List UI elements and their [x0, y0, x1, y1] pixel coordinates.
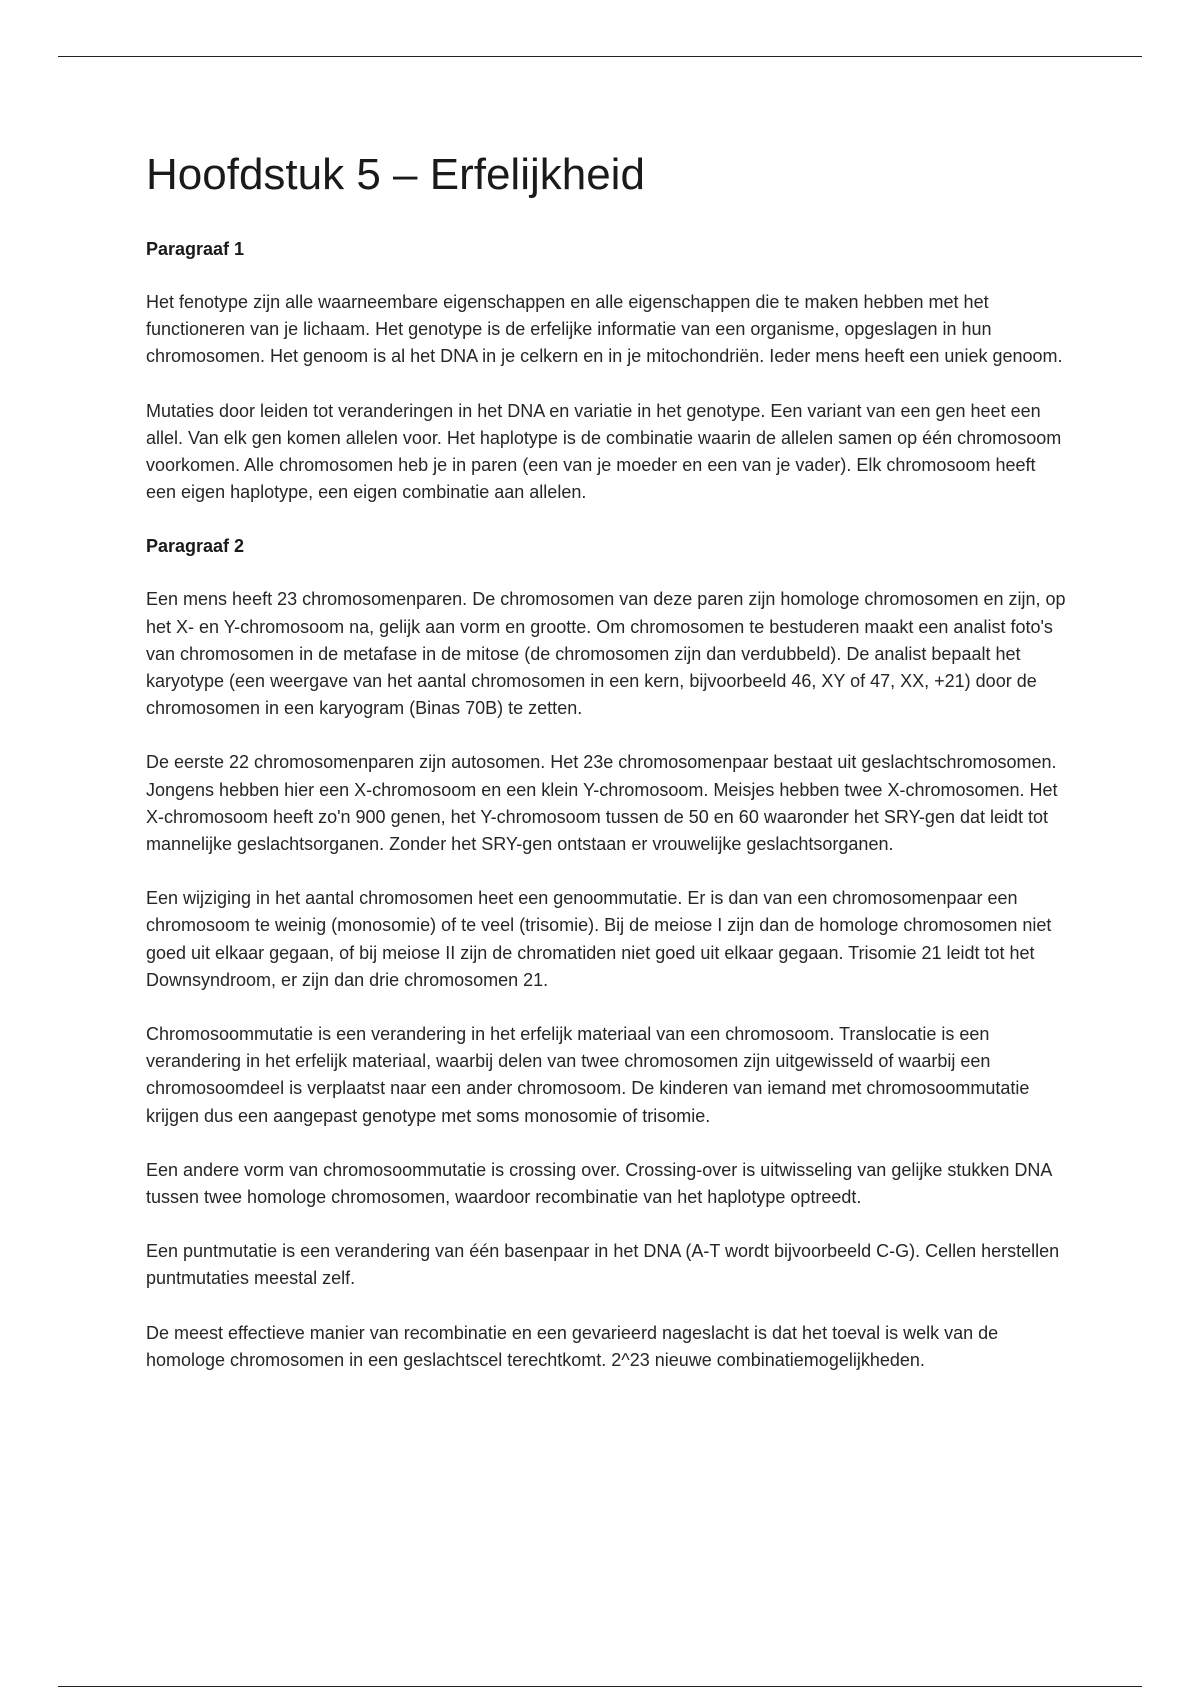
page-title: Hoofdstuk 5 – Erfelijkheid [146, 150, 645, 199]
section-paragraaf-1 [146, 236, 1066, 506]
paragraph: De meest effectieve manier van recombinatie en een gevarieerd nageslacht is dat het toeval is welk van de homologe chromosomen in een geslachtscel terechtkomt. 2^23 nieuwe combinatiemogelijkheden. [146, 1322, 999, 1370]
section-paragraaf-2 [146, 533, 1066, 1374]
document-body [146, 148, 1066, 1401]
paragraph: Chromosoommutatie is een verandering in het erfelijk materiaal van een chromosoom. Translocatie is een verandering in het erfelijk materiaal, waarbij delen van twee chromosomen zijn uitgewisseld of waarbij een chromosoomdeel is verplaatst naar een ander chromosoom. De kinderen van iemand met chromosoommutatie krijgen dus een aangepast genotype met soms monosomie of trisomie. [146, 1024, 1030, 1126]
top-rule [58, 56, 1142, 57]
paragraph: De eerste 22 chromosomenparen zijn autosomen. Het 23e chromosomenpaar bestaat uit geslachtschromosomen. Jongens hebben hier een X-chromosoom en een klein Y-chromosoom. Meisjes hebben twee X-chromosomen. Het X-chromosoom heeft zo'n 900 genen, het Y-chromosoom tussen de 50 en 60 waaronder het SRY-gen dat leidt tot mannelijke geslachtsorganen. Zonder het SRY-gen ontstaan er vrouwelijke geslachtsorganen. [146, 752, 1058, 855]
paragraph: Een wijziging in het aantal chromosomen heet een genoommutatie. Er is dan van een chromosomenpaar een chromosoom te weinig (monosomie) of te veel (trisomie). Bij de meiose I zijn dan de homologe chromosomen niet goed uit elkaar gegaan, of bij meiose II zijn de chromatiden niet goed uit elkaar gegaan. Trisomie 21 leidt tot het Downsyndroom, er zijn dan drie chromosomen 21. [146, 888, 1052, 990]
bottom-rule [58, 1686, 1142, 1687]
paragraph: Een puntmutatie is een verandering van één basenpaar in het DNA (A-T wordt bijvoorbeeld C-G). Cellen herstellen puntmutaties meestal zelf. [146, 1241, 1060, 1289]
paragraph: Mutaties door leiden tot veranderingen in het DNA en variatie in het genotype. Een variant van een gen heet een allel. Van elk gen komen allelen voor. Het haplotype is de combinatie waarin de allelen samen op één chromosoom voorkomen. Alle chromosomen heb je in paren (een van je moeder en een van je vader). Elk chromosoom heeft een eigen haplotype, een eigen combinatie aan allelen. [146, 400, 1062, 503]
section-heading: Paragraaf 2 [146, 536, 245, 557]
paragraph: Een andere vorm van chromosoommutatie is crossing over. Crossing-over is uitwisseling van gelijke stukken DNA tussen twee homologe chromosomen, waardoor recombinatie van het haplotype optreedt. [146, 1159, 1052, 1208]
section-heading: Paragraaf 1 [146, 239, 245, 259]
paragraph: Een mens heeft 23 chromosomenparen. De chromosomen van deze paren zijn homologe chromosomen en zijn, op het X- en Y-chromosoom na, gelijk aan vorm en grootte. Om chromosomen te bestuderen maakt een analist foto's van chromosomen in de metafase in de mitose (de chromosomen zijn dan verdubbeld). De analist bepaalt het karyotype (een weergave van het aantal chromosomen in een kern, bijvoorbeeld 46, XY of 47, XX, +21) door de chromosomen in een karyogram (Binas 70B) te zetten. [146, 589, 1066, 719]
paragraph: Het fenotype zijn alle waarneembare eigenschappen en alle eigenschappen die te maken hebben met het functioneren van je lichaam. Het genotype is de erfelijke informatie van een organisme, opgeslagen in hun chromosomen. Het genoom is al het DNA in je celkern en in je mitochondriën. Ieder mens heeft een uniek genoom. [146, 292, 1063, 367]
